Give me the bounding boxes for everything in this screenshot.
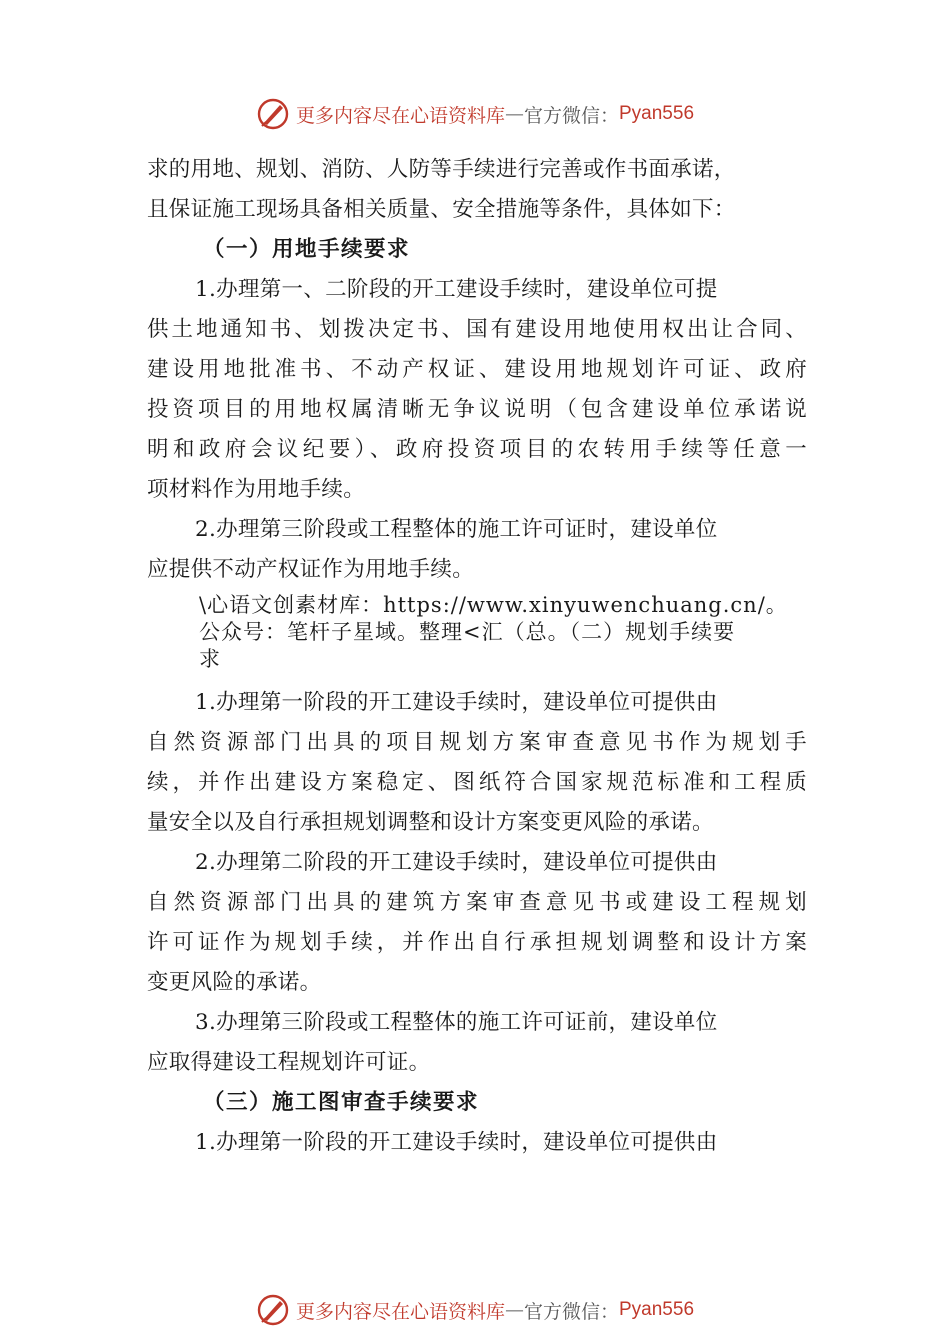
paragraph-line: 2.办理第三阶段或工程整体的施工许可证时，建设单位	[195, 517, 718, 542]
paragraph-line: 变更风险的承诺。	[147, 970, 322, 995]
watermark-note	[147, 592, 807, 673]
wechat-label: 官方微信：	[523, 104, 619, 127]
section-heading: （一）用地手续要求	[203, 237, 411, 262]
paragraph-line: 自然资源部门出具的建筑方案审查意见书或建设工程规划	[147, 890, 807, 915]
banner-separator: —	[504, 1299, 524, 1321]
paragraph-line: 应取得建设工程规划许可证。	[147, 1050, 431, 1075]
paragraph-line: 2.办理第二阶段的开工建设手续时，建设单位可提供由	[195, 850, 718, 875]
paragraph-line: 自然资源部门出具的项目规划方案审查意见书作为规划手	[147, 730, 807, 755]
watermark-line: 公众号：笔杆子星域。整理<汇（总。（二）规划手续要	[199, 620, 736, 644]
section-land-use	[147, 150, 807, 590]
document-body	[147, 150, 807, 1163]
paragraph-line: 应提供不动产权证作为用地手续。	[147, 557, 475, 582]
quill-logo-icon	[256, 1293, 290, 1327]
paragraph-line: 项材料作为用地手续。	[147, 477, 366, 502]
banner-separator: —	[504, 103, 524, 125]
paragraph-line: 求的用地、规划、消防、人防等手续进行完善或作书面承诺，	[147, 157, 736, 182]
header-banner	[0, 94, 950, 134]
wechat-id: Pyan556	[619, 103, 695, 124]
paragraph-line: 且保证施工现场具备相关质量、安全措施等条件，具体如下：	[147, 197, 736, 222]
section-planning	[147, 683, 807, 1163]
wechat-id: Pyan556	[619, 1299, 695, 1320]
paragraph-line: 建设用地批准书、不动产权证、建设用地规划许可证、政府	[147, 357, 807, 382]
watermark-line: \心语文创素材库：https://www.xinyuwenchuang.cn/。	[199, 593, 788, 617]
watermark-line: 求	[199, 647, 221, 671]
paragraph-line: 量安全以及自行承担规划调整和设计方案变更风险的承诺。	[147, 810, 714, 835]
quill-logo-icon	[256, 97, 290, 131]
paragraph-line: 供土地通知书、划拨决定书、国有建设用地使用权出让合同、	[147, 317, 807, 342]
paragraph-line: 许可证作为规划手续，并作出自行承担规划调整和设计方案	[147, 930, 807, 955]
paragraph-line: 1.办理第一、二阶段的开工建设手续时，建设单位可提	[195, 277, 718, 302]
brand-name: 更多内容尽在心语资料库	[295, 104, 505, 127]
wechat-label: 官方微信：	[523, 1300, 619, 1323]
paragraph-line: 明和政府会议纪要）、政府投资项目的农转用手续等任意一	[147, 437, 807, 462]
paragraph-line: 3.办理第三阶段或工程整体的施工许可证前，建设单位	[195, 1010, 718, 1035]
paragraph-line: 1.办理第一阶段的开工建设手续时，建设单位可提供由	[195, 1130, 718, 1155]
paragraph-line: 投资项目的用地权属清晰无争议说明（包含建设单位承诺说	[147, 397, 807, 422]
section-heading: （三）施工图审查手续要求	[203, 1090, 480, 1115]
brand-name: 更多内容尽在心语资料库	[295, 1300, 505, 1323]
footer-banner	[0, 1290, 950, 1330]
paragraph-line: 续，并作出建设方案稳定、图纸符合国家规范标准和工程质	[147, 770, 807, 795]
paragraph-line: 1.办理第一阶段的开工建设手续时，建设单位可提供由	[195, 690, 718, 715]
